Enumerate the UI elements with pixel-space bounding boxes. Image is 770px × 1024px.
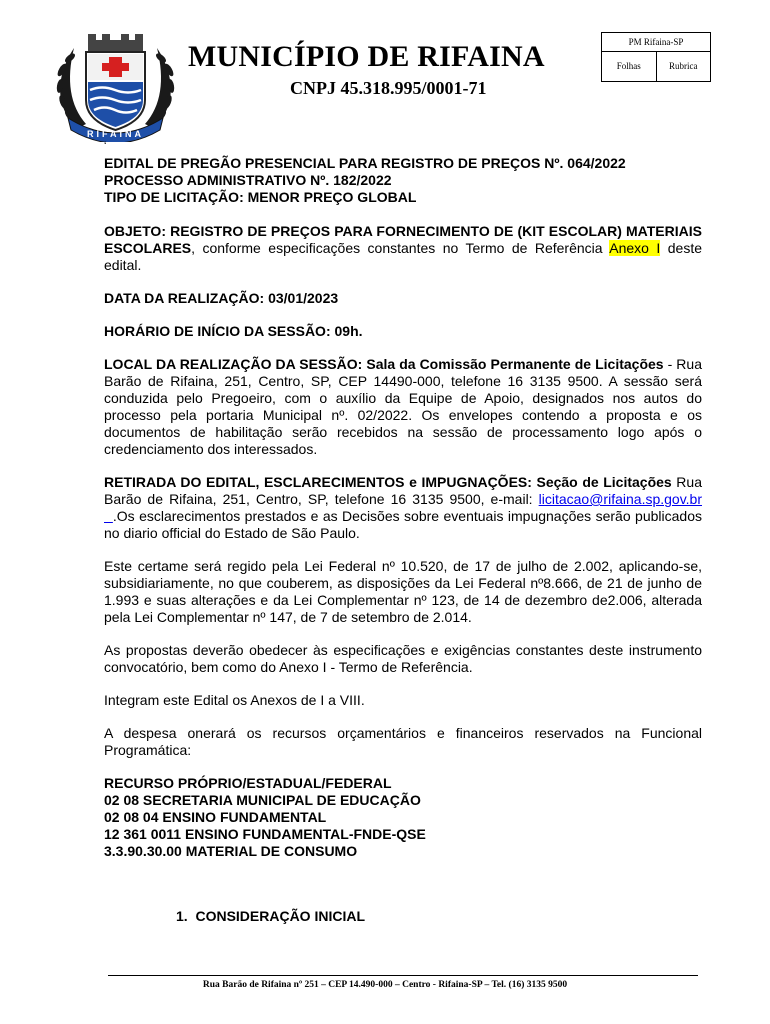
despesa-paragraph: A despesa onerará os recursos orçamentários e financeiros reservados na Funcional Programática: <box>104 725 702 758</box>
mural-crown-icon <box>88 34 143 52</box>
bid-type: TIPO DE LICITAÇÃO: MENOR PREÇO GLOBAL <box>104 189 417 205</box>
objeto-text: , conforme especificações constantes no Termo de Referência <box>191 240 610 256</box>
edital-number: EDITAL DE PREGÃO PRESENCIAL PARA REGISTRO DE PREÇOS Nº. 064/2022 <box>104 155 626 171</box>
edital-header <box>104 155 702 206</box>
retirada-text: Rua Barão de Rifaina, 251, Centro, SP, telefone 16 3135 9500, e-mail: <box>104 474 702 507</box>
section-heading: 1. CONSIDERAÇÃO INICIAL <box>176 908 366 924</box>
footer-divider <box>108 975 698 976</box>
stamp-header: PM Rifaina-SP <box>602 33 710 52</box>
anexo-highlight: Anexo I <box>609 240 661 256</box>
local-text: - Rua Barão de Rifaina, 251, Centro, SP, CEP 14490-000, telefone 16 3135 9500. A sessão será conduzida pelo Pregoeiro, com o auxílio da Equipe de Apoio, designados nos autos do processo pela portaria Municipal nº. 02/2022. Os envelopes contendo a proposta e os documentos de habilitação serão recebidos na sessão de processamento logo após o credenciamento dos interessados. <box>104 356 702 457</box>
process-number: PROCESSO ADMINISTRATIVO Nº. 182/2022 <box>104 172 392 188</box>
date-line: DATA DA REALIZAÇÃO: 03/01/2023 <box>104 290 339 306</box>
stray-mark: ‘ <box>104 140 107 152</box>
retirada-label: RETIRADA DO EDITAL, ESCLARECIMENTOS e IMPUGNAÇÕES: Seção de Licitações <box>104 474 672 490</box>
objeto-paragraph <box>104 223 702 274</box>
budget-line: 02 08 04 ENSINO FUNDAMENTAL <box>104 809 327 825</box>
laurel-left-icon <box>56 48 86 128</box>
email-text: licitacao@rifaina.sp.gov.br <box>538 491 702 507</box>
document-body <box>104 155 702 860</box>
stamp-rubrica-cell: Rubrica <box>669 61 698 71</box>
cnpj-number: CNPJ 45.318.995/0001-71 <box>290 78 487 98</box>
protocol-stamp-box <box>601 32 711 82</box>
objeto-tail: deste edital. <box>104 240 702 273</box>
propostas-paragraph: As propostas deverão obedecer às especificações e exigências constantes deste instrumento convocatório, bem como do Anexo I - Termo de Referência. <box>104 642 702 675</box>
objeto-label: OBJETO: REGISTRO DE PREÇOS PARA FORNECIMENTO DE (KIT ESCOLAR) MATERIAIS ESCOLARES <box>104 223 702 256</box>
budget-line: 12 361 0011 ENSINO FUNDAMENTAL-FNDE-QSE <box>104 826 426 842</box>
budget-lines <box>104 775 702 860</box>
budget-line: RECURSO PRÓPRIO/ESTADUAL/FEDERAL <box>104 775 392 791</box>
email-link-tail <box>104 508 113 524</box>
stamp-folhas-cell: Folhas <box>602 52 657 81</box>
budget-line: 02 08 SECRETARIA MUNICIPAL DE EDUCAÇÃO <box>104 792 421 808</box>
crest-emblem <box>48 30 183 142</box>
budget-line: 3.3.90.30.00 MATERIAL DE CONSUMO <box>104 843 358 859</box>
time-line: HORÁRIO DE INÍCIO DA SESSÃO: 09h. <box>104 323 363 339</box>
retirada-tail: .Os esclarecimentos prestados e as Decisões sobre eventuais impugnações serão publicados no diario official do Estado de São Paulo. <box>104 508 702 541</box>
certame-paragraph: Este certame será regido pela Lei Federal nº 10.520, de 17 de julho de 2.002, aplicando-se, subsidiariamente, no que couberem, as disposições da Lei Federal nº8.666, de 21 de junho de 1.993 e suas alterações e da Lei Complementar nº 123, de 14 de dezembro de2.006, alterada pela Lei Complementar nº 147, de 7 de setembro de 2.014. <box>104 558 702 625</box>
local-label: LOCAL DA REALIZAÇÃO DA SESSÃO: Sala da Comissão Permanente de Licitações <box>104 356 664 372</box>
municipality-title: MUNICÍPIO DE RIFAINA <box>188 40 545 73</box>
crest-ribbon-text: RIFAINA <box>87 129 144 139</box>
footer-address: Rua Barão de Rifaina nº 251 – CEP 14.490-000 – Centro - Rifaina-SP – Tel. (16) 3135 9500 <box>202 980 568 990</box>
retirada-paragraph <box>104 474 702 542</box>
local-paragraph <box>104 356 702 458</box>
laurel-right-icon <box>145 48 175 128</box>
anexos-paragraph: Integram este Edital os Anexos de I a VIII. <box>104 692 365 708</box>
